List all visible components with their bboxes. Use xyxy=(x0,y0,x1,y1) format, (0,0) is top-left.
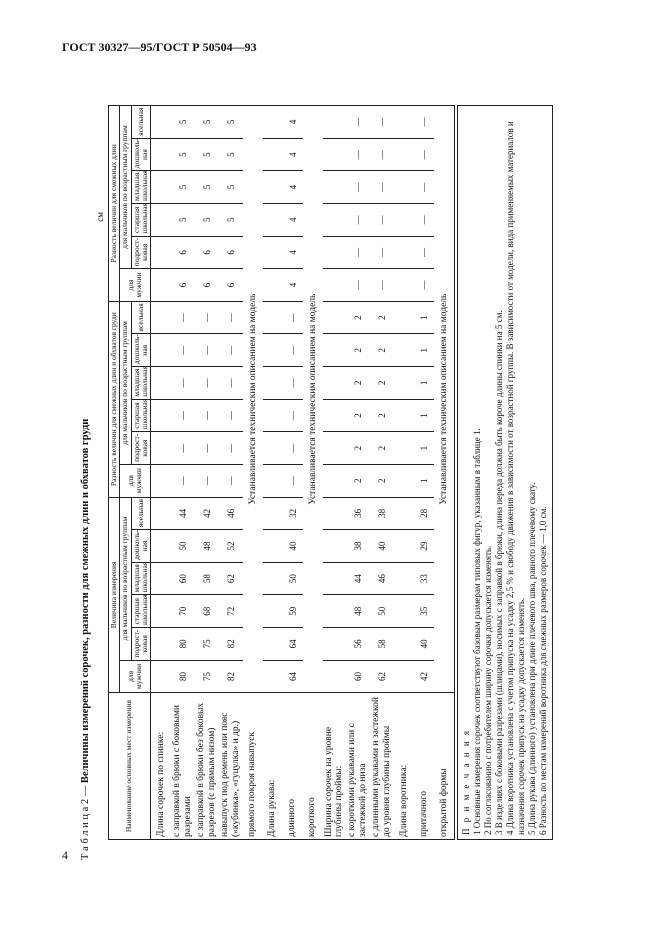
table-cell: 2 xyxy=(370,464,394,497)
table-cell: — xyxy=(171,399,195,432)
header-group-diff-girth: Разность величин для смежных длин и обхватов груди xyxy=(109,301,120,497)
header-teen: подрост-ковая xyxy=(131,236,151,269)
table-cell: 46 xyxy=(219,497,243,530)
table-cell xyxy=(151,138,172,171)
table-cell: 6 xyxy=(219,269,243,302)
note-item: 5 Длина рукава (длинного) установлена при длине плечевого шва, равного плечевому скату. xyxy=(526,482,537,835)
note-item: 3 В изделиях с боковыми разрезами (шлицами), носимых с заправкой в брюки, длина переда должна быть короче длины спинки на 5 см. xyxy=(493,310,504,835)
table-cell: 36 xyxy=(346,497,370,530)
table-cell xyxy=(151,203,172,236)
table-cell xyxy=(151,497,172,530)
table-cell: 40 xyxy=(414,628,434,661)
table-cell: — xyxy=(283,432,303,465)
header-preschool: дошколь-ная xyxy=(131,334,151,367)
unit-label: см xyxy=(95,212,105,222)
table-cell: — xyxy=(370,269,394,302)
table-cell: 5 xyxy=(219,106,243,139)
table-cell: 56 xyxy=(346,628,370,661)
table-cell: — xyxy=(171,367,195,400)
table-cell xyxy=(151,171,172,204)
table-cell xyxy=(394,464,414,497)
table-cell: — xyxy=(346,106,370,139)
table-cell xyxy=(151,530,172,563)
table-cell xyxy=(263,464,283,497)
table-cell xyxy=(323,236,347,269)
table-cell: 38 xyxy=(370,497,394,530)
table-cell: — xyxy=(283,464,303,497)
table-cell: — xyxy=(283,367,303,400)
table-cell: 1 xyxy=(414,334,434,367)
table-cell: — xyxy=(414,269,434,302)
table-cell xyxy=(263,203,283,236)
table-cell xyxy=(151,660,172,693)
table-cell xyxy=(394,236,414,269)
table-cell xyxy=(323,464,347,497)
header-senior-school: старшая школьная xyxy=(131,203,151,236)
header-nursery: ясельная xyxy=(131,106,151,139)
table-cell xyxy=(263,171,283,204)
header-preschool: дошколь-ная xyxy=(131,138,151,171)
table-cell: 32 xyxy=(283,497,303,530)
table-cell: 68 xyxy=(195,595,219,628)
table-cell xyxy=(394,497,414,530)
table-cell xyxy=(394,269,414,302)
measurements-table xyxy=(108,105,455,840)
table-cell: 58 xyxy=(370,628,394,661)
table-cell xyxy=(151,464,172,497)
table-cell: 48 xyxy=(346,595,370,628)
table-cell: — xyxy=(370,203,394,236)
row-name: Длина воротника: xyxy=(394,693,414,840)
table-cell: — xyxy=(219,334,243,367)
table-cell: 5 xyxy=(195,171,219,204)
table-cell xyxy=(323,530,347,563)
table-cell: 28 xyxy=(414,497,434,530)
table-cell xyxy=(323,334,347,367)
table-cell: 1 xyxy=(414,367,434,400)
table-cell: 5 xyxy=(195,203,219,236)
table-cell xyxy=(263,660,283,693)
table-cell: 6 xyxy=(195,269,219,302)
table-cell: 82 xyxy=(219,660,243,693)
note-item: 6 Разность по местам измерений воротника для смежных размеров сорочек — 1,0 см. xyxy=(537,506,548,835)
table-cell: 80 xyxy=(171,628,195,661)
table-cell: — xyxy=(171,301,195,334)
table-cell: 50 xyxy=(171,530,195,563)
table-cell: 50 xyxy=(283,562,303,595)
table-cell: 48 xyxy=(195,530,219,563)
table-cell: 2 xyxy=(346,334,370,367)
header-men: для мужчин xyxy=(120,269,151,302)
header-men: для мужчин xyxy=(120,464,151,497)
table-cell xyxy=(323,660,347,693)
table-cell xyxy=(263,432,283,465)
table-cell: 6 xyxy=(219,236,243,269)
table-cell: 82 xyxy=(219,628,243,661)
row-name: с длинными рукавами и застежкой до уровня глубины проймы xyxy=(370,693,394,840)
table-cell: — xyxy=(195,334,219,367)
table-cell: 5 xyxy=(171,203,195,236)
table-cell: 5 xyxy=(171,138,195,171)
table-row xyxy=(394,106,414,840)
table-cell: 52 xyxy=(219,530,243,563)
header-boys: для мальчиков по возрастным группам xyxy=(120,301,131,464)
table-cell xyxy=(151,236,172,269)
table-cell: 5 xyxy=(195,106,219,139)
table-cell: 6 xyxy=(171,236,195,269)
table-cell: — xyxy=(219,301,243,334)
table-cell: 4 xyxy=(283,269,303,302)
header-junior-school: младшая школьная xyxy=(131,562,151,595)
table-cell xyxy=(394,171,414,204)
notes-block xyxy=(457,105,553,840)
table-cell xyxy=(323,269,347,302)
header-nursery: ясельная xyxy=(131,301,151,334)
table-cell: 5 xyxy=(219,138,243,171)
table-cell xyxy=(394,367,414,400)
table-cell xyxy=(263,628,283,661)
table-cell: 29 xyxy=(414,530,434,563)
table-cell: — xyxy=(370,138,394,171)
table-cell xyxy=(151,562,172,595)
table-cell xyxy=(263,399,283,432)
table-cell: 1 xyxy=(414,301,434,334)
table-cell xyxy=(323,497,347,530)
table-cell: — xyxy=(414,171,434,204)
table-cell: 42 xyxy=(195,497,219,530)
table-cell: 2 xyxy=(370,432,394,465)
table-cell xyxy=(394,203,414,236)
row-span-note: Устанавливается техническим описанием на модель xyxy=(303,106,323,693)
table-cell: 5 xyxy=(219,203,243,236)
row-name: короткого xyxy=(303,693,323,840)
row-name: с короткими рукавами или с застежкой до низа xyxy=(346,693,370,840)
table-cell: 5 xyxy=(171,171,195,204)
table-cell: 1 xyxy=(414,399,434,432)
table-cell: 2 xyxy=(346,432,370,465)
header-nursery: ясельная xyxy=(131,497,151,530)
table-cell xyxy=(151,367,172,400)
header-group-values: Величина измерения xyxy=(109,497,120,693)
table-cell: — xyxy=(346,236,370,269)
table-row xyxy=(346,106,370,840)
table-row xyxy=(414,106,434,840)
table-cell: 2 xyxy=(370,301,394,334)
table-cell: — xyxy=(414,203,434,236)
table-cell xyxy=(323,203,347,236)
table-cell xyxy=(263,334,283,367)
table-body xyxy=(151,106,455,840)
table-cell: 44 xyxy=(346,562,370,595)
table-cell xyxy=(263,236,283,269)
header-preschool: дошколь-ная xyxy=(131,530,151,563)
row-name: Ширина сорочек на уровне глубины проймы: xyxy=(323,693,347,840)
table-cell: 2 xyxy=(346,367,370,400)
table-cell xyxy=(394,301,414,334)
table-cell xyxy=(263,595,283,628)
table-cell: — xyxy=(370,171,394,204)
page-number: 4 xyxy=(62,848,68,862)
table-cell: 62 xyxy=(370,660,394,693)
table-cell: 60 xyxy=(171,562,195,595)
table-cell xyxy=(151,106,172,139)
table-cell: 42 xyxy=(414,660,434,693)
table-cell: 2 xyxy=(370,334,394,367)
row-name: с заправкой в брюки с боковыми разрезами xyxy=(171,693,195,840)
table-row xyxy=(434,106,455,840)
header-teen: подрост-ковая xyxy=(131,432,151,465)
table-cell: 62 xyxy=(219,562,243,595)
header-junior-school: младшая школьная xyxy=(131,171,151,204)
table-cell xyxy=(323,562,347,595)
header-boys: для мальчиков по возрастным группам xyxy=(120,497,131,660)
table-cell: 6 xyxy=(171,269,195,302)
row-name: Длина рукава: xyxy=(263,693,283,840)
table-row xyxy=(370,106,394,840)
table-cell: — xyxy=(414,236,434,269)
table-cell: — xyxy=(346,203,370,236)
table-cell: 4 xyxy=(283,138,303,171)
table-cell: 5 xyxy=(195,138,219,171)
table-cell: — xyxy=(195,432,219,465)
table-cell xyxy=(263,367,283,400)
table-cell: — xyxy=(219,367,243,400)
table-row xyxy=(171,106,195,840)
header-junior-school: младшая школьная xyxy=(131,367,151,400)
table-cell: — xyxy=(219,399,243,432)
table-cell: — xyxy=(283,334,303,367)
table-cell: — xyxy=(219,464,243,497)
table-cell xyxy=(263,562,283,595)
table-cell: 58 xyxy=(195,562,219,595)
table-cell: 2 xyxy=(370,367,394,400)
table-cell xyxy=(394,595,414,628)
table-cell xyxy=(323,171,347,204)
table-cell: 4 xyxy=(283,236,303,269)
table-cell xyxy=(394,660,414,693)
table-cell xyxy=(323,106,347,139)
table-cell: — xyxy=(414,138,434,171)
table-cell xyxy=(394,432,414,465)
table-cell xyxy=(394,106,414,139)
table-cell xyxy=(394,138,414,171)
row-name: прямого покроя навыпуск xyxy=(243,693,263,840)
row-name: длинного xyxy=(283,693,303,840)
header-teen: подрост-ковая xyxy=(131,628,151,661)
row-name: Длина сорочек по спинке: xyxy=(151,693,172,840)
table-cell xyxy=(263,138,283,171)
table-cell: — xyxy=(171,464,195,497)
table-cell xyxy=(263,269,283,302)
header-name-col: Наименование основных мест измерения xyxy=(109,693,151,840)
table-cell: 75 xyxy=(195,660,219,693)
table-row xyxy=(263,106,283,840)
table-cell: — xyxy=(195,399,219,432)
table-cell xyxy=(263,301,283,334)
table-cell: 33 xyxy=(414,562,434,595)
table-cell xyxy=(151,595,172,628)
table-cell: 75 xyxy=(195,628,219,661)
table-cell xyxy=(323,367,347,400)
table-cell xyxy=(151,399,172,432)
table-caption xyxy=(80,80,91,860)
table-row xyxy=(151,106,172,840)
table-cell xyxy=(323,432,347,465)
table-row xyxy=(195,106,219,840)
table-cell xyxy=(151,628,172,661)
table-cell xyxy=(151,301,172,334)
table-cell: 2 xyxy=(346,399,370,432)
table-cell xyxy=(394,562,414,595)
table-cell: 2 xyxy=(346,464,370,497)
table-cell: 1 xyxy=(414,464,434,497)
table-cell: 1 xyxy=(414,432,434,465)
table-cell: 40 xyxy=(283,530,303,563)
page-header: ГОСТ 30327—95/ГОСТ Р 50504—93 xyxy=(62,40,257,54)
table-cell xyxy=(263,497,283,530)
table-cell: — xyxy=(195,367,219,400)
table-row xyxy=(303,106,323,840)
header-senior-school: старшая школьная xyxy=(131,399,151,432)
table-cell: — xyxy=(195,464,219,497)
table-cell: — xyxy=(370,106,394,139)
table-cell xyxy=(323,301,347,334)
table-cell: — xyxy=(346,269,370,302)
table-cell: — xyxy=(283,301,303,334)
table-row xyxy=(283,106,303,840)
table-cell: — xyxy=(283,399,303,432)
table-cell xyxy=(394,530,414,563)
table-cell xyxy=(323,138,347,171)
table-cell: 4 xyxy=(283,106,303,139)
table-row xyxy=(219,106,243,840)
table-cell: 64 xyxy=(283,660,303,693)
table-cell: 4 xyxy=(283,203,303,236)
table-cell: 2 xyxy=(370,399,394,432)
table-cell: 80 xyxy=(171,660,195,693)
note-item: 2 По согласованию с потребителем ширину сорочки допускается изменять. xyxy=(482,545,493,835)
rotated-table-page xyxy=(80,80,635,860)
table-cell xyxy=(151,432,172,465)
table-row xyxy=(243,106,263,840)
table-cell xyxy=(263,530,283,563)
table-cell: 6 xyxy=(195,236,219,269)
table-cell: 4 xyxy=(283,171,303,204)
table-cell: — xyxy=(346,138,370,171)
row-name: открытой формы xyxy=(434,693,455,840)
table-cell: 72 xyxy=(219,595,243,628)
table-cell: — xyxy=(171,432,195,465)
header-senior-school: старшая школьная xyxy=(131,595,151,628)
table-cell xyxy=(151,334,172,367)
table-cell: 2 xyxy=(346,301,370,334)
table-cell xyxy=(394,628,414,661)
table-cell: — xyxy=(171,334,195,367)
note-item: 4 Длина воротника установлена с учетом припуска на усадку 2,5 % и свободу движения в зависимости от возрастной группы. В зависимости от модели, вида применяемых материалов и назначения сорочек припуск на усадку допускается изменять. xyxy=(504,121,526,835)
table-cell: 70 xyxy=(171,595,195,628)
table-cell: 5 xyxy=(171,106,195,139)
table-cell: — xyxy=(346,171,370,204)
notes-title: П р и м е ч а н и я xyxy=(461,728,471,835)
caption-prefix: Т а б л и ц а 2 — xyxy=(80,783,91,860)
row-name: с заправкой в брюки без боковых разрезов (с прямым низом) xyxy=(195,693,219,840)
table-cell xyxy=(394,334,414,367)
table-cell: 38 xyxy=(346,530,370,563)
table-cell: 44 xyxy=(171,497,195,530)
header-men: для мужчин xyxy=(120,660,151,693)
row-span-note: Устанавливается техническим описанием на модель xyxy=(243,106,263,693)
table-cell: 50 xyxy=(370,595,394,628)
table-cell: 60 xyxy=(346,660,370,693)
table-cell xyxy=(323,595,347,628)
table-cell: 46 xyxy=(370,562,394,595)
table-cell: — xyxy=(219,432,243,465)
table-cell xyxy=(263,106,283,139)
table-cell: 35 xyxy=(414,595,434,628)
row-name: навыпуск под ремень или пояс («кубинка», «гуцулка» и др.) xyxy=(219,693,243,840)
table-cell: — xyxy=(414,106,434,139)
table-cell xyxy=(323,628,347,661)
table-cell: 40 xyxy=(370,530,394,563)
table-cell: 64 xyxy=(283,628,303,661)
table-cell: — xyxy=(195,301,219,334)
note-item: 1 Основные измерения сорочек соответствуют базовым размерам типовых фигур, указанным в таблице 1. xyxy=(471,428,482,835)
caption-title: Величины измерений сорочек, разности для смежных длин и обхватов груди xyxy=(80,418,91,784)
table-cell xyxy=(394,399,414,432)
header-group-diff-length: Разность величин для смежных длин xyxy=(109,106,120,302)
table-cell: 59 xyxy=(283,595,303,628)
table-cell: 5 xyxy=(219,171,243,204)
table-cell xyxy=(151,269,172,302)
table-cell xyxy=(323,399,347,432)
row-name: притачного xyxy=(414,693,434,840)
row-span-note: Устанавливается техническим описанием на модель xyxy=(434,106,455,693)
table-cell: — xyxy=(370,236,394,269)
table-row xyxy=(323,106,347,840)
header-boys: для мальчиков по возрастным группам xyxy=(120,106,131,269)
